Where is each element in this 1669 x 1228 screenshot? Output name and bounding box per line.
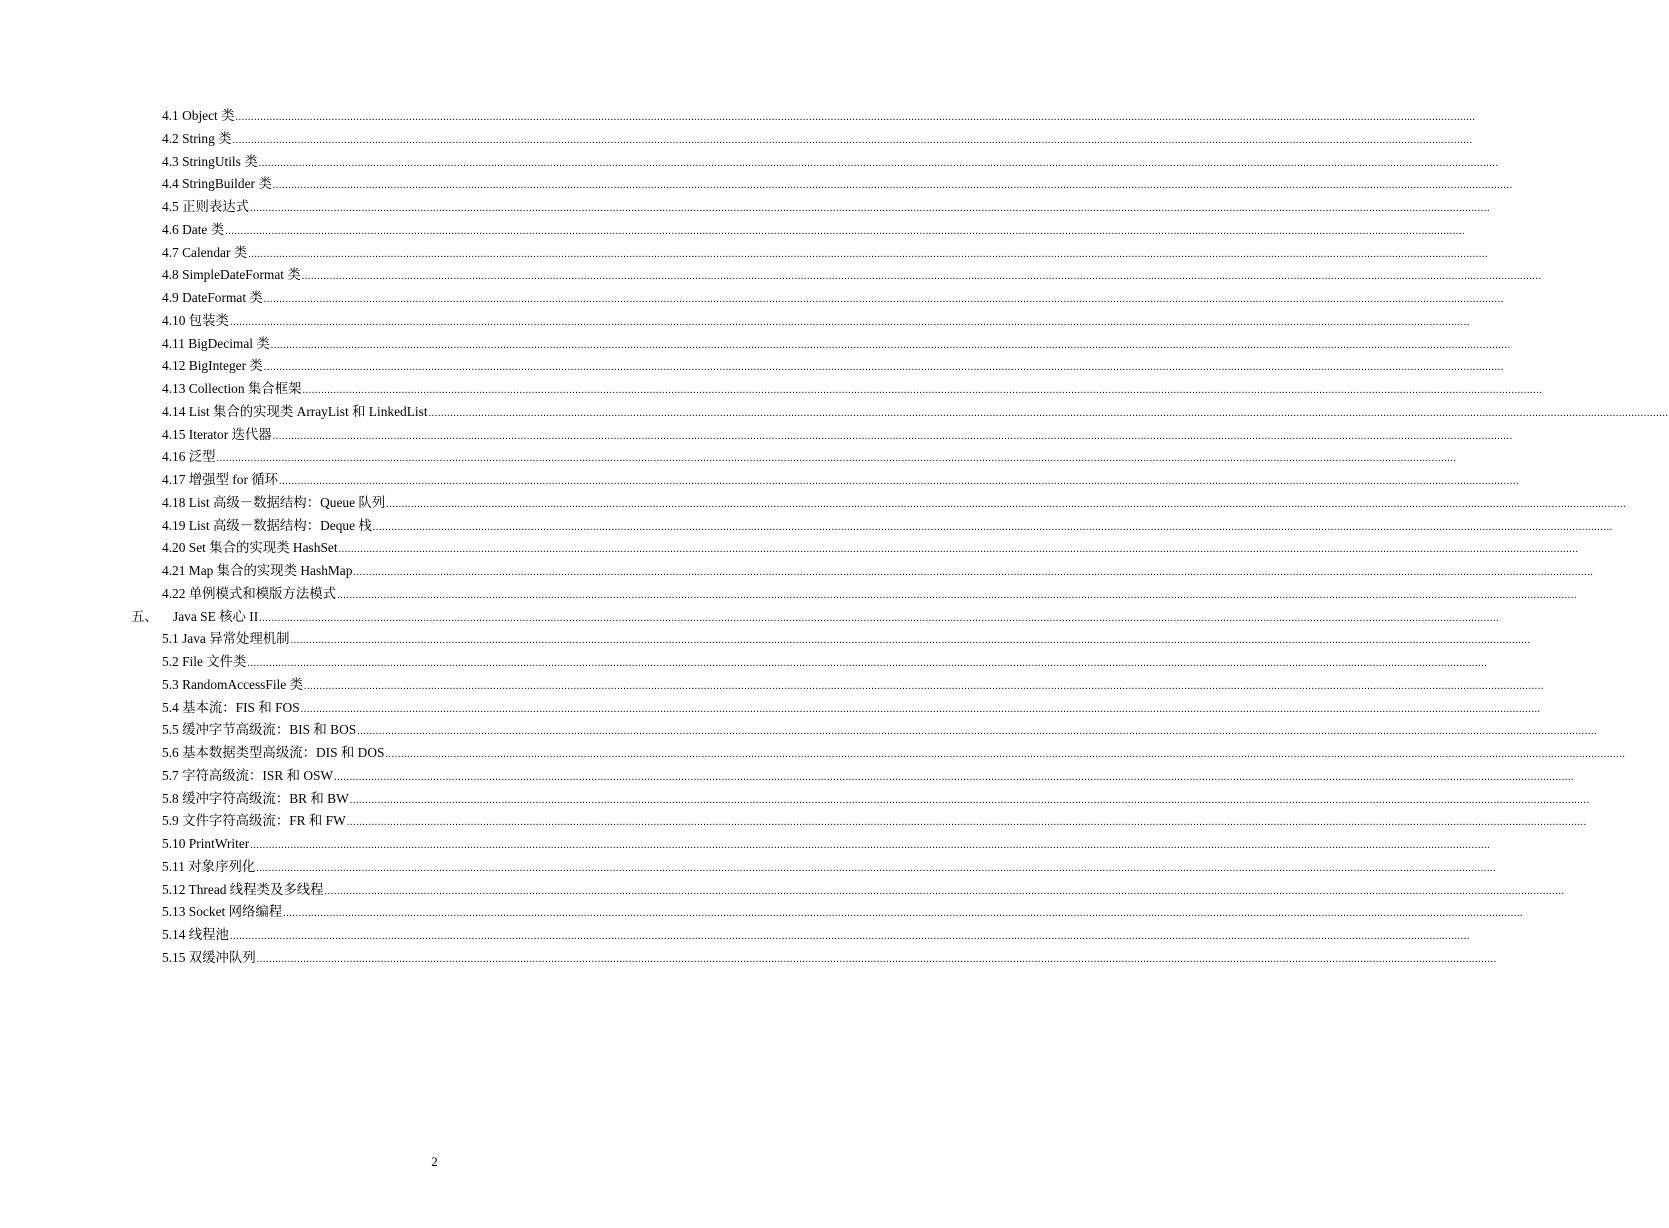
toc-section-entry[interactable] [162,243,1489,263]
toc-section-entry[interactable] [162,311,1470,331]
toc-entry-title: 5.8 缓冲字符高级流：BR 和 BW [162,790,349,806]
toc-dot-leader: ................................................................................................................................................................................................................................................................................................................................................................................................................ [263,362,1504,374]
toc-section-entry[interactable] [162,925,1470,945]
toc-chapter-entry[interactable] [131,607,1500,627]
toc-entry-title: 4.2 String 类 [162,130,232,146]
toc-section-entry[interactable] [162,743,1626,763]
toc-dot-leader: ................................................................................................................................................................................................................................................................................................................................................................................................................ [235,112,1476,123]
toc-section-entry[interactable] [162,174,1513,194]
toc-section-entry[interactable] [162,516,1613,536]
toc-dot-leader: ................................................................................................................................................................................................................................................................................................................................................................................................................ [338,544,1579,556]
toc-section-entry[interactable] [162,493,1627,513]
toc-dot-leader: ................................................................................................................................................................................................................................................................................................................................................................................................................ [256,862,1497,874]
toc-entry-title: 5.1 Java 异常处理机制 [162,631,290,647]
toc-section-entry[interactable] [162,675,1544,695]
toc-dot-leader: ................................................................................................................................................................................................................................................................................................................................................................................................................ [229,931,1470,942]
toc-entry-title: 5.5 缓冲字节高级流：BIS 和 BOS [162,722,357,738]
toc-dot-leader: ................................................................................................................................................................................................................................................................................................................................................................................................................ [250,203,1491,214]
toc-dot-leader: ................................................................................................................................................................................................................................................................................................................................................................................................................ [324,885,1565,897]
toc-entry-title: 5.14 线程池 [162,927,229,942]
toc-entry-title: 4.18 List 高级－数据结构：Queue 队列 [162,494,386,510]
toc-dot-leader: ................................................................................................................................................................................................................................................................................................................................................................................................................ [259,612,1500,624]
toc-section-entry[interactable] [162,902,1524,922]
toc-section-entry[interactable] [162,197,1491,217]
toc-entry-title: Java SE 核心 II [173,608,259,624]
toc-dot-leader: ................................................................................................................................................................................................................................................................................................................................................................................................................ [290,635,1531,647]
toc-section-entry[interactable] [162,538,1579,558]
toc-dot-leader: ................................................................................................................................................................................................................................................................................................................................................................................................................ [300,703,1541,715]
toc-entry-title: 4.12 BigInteger 类 [162,358,263,374]
toc-dot-leader: ................................................................................................................................................................................................................................................................................................................................................................................................................ [283,908,1524,920]
toc-entry-title: 5.4 基本流：FIS 和 FOS [162,699,300,715]
toc-section-entry[interactable] [162,834,1491,854]
toc-entry-title: 5.2 File 文件类 [162,654,247,669]
toc-entry-title: 4.11 BigDecimal 类 [162,335,270,351]
toc-dot-leader: ................................................................................................................................................................................................................................................................................................................................................................................................................ [270,339,1511,351]
toc-section-entry[interactable] [162,880,1565,900]
toc-entry-title: 5.13 Socket 网络编程 [162,904,283,920]
toc-section-entry[interactable] [162,811,1587,831]
toc-section-entry[interactable] [162,402,1669,422]
toc-entry-title: 5.9 文件字符高级流：FR 和 FW [162,813,346,829]
toc-chapter-number: 五、 [131,608,158,624]
toc-dot-leader: ................................................................................................................................................................................................................................................................................................................................................................................................................ [353,567,1594,578]
toc-dot-leader: ................................................................................................................................................................................................................................................................................................................................................................................................................ [248,248,1489,260]
toc-section-entry[interactable] [162,265,1542,285]
toc-section-entry[interactable] [162,652,1488,672]
toc-dot-leader: ................................................................................................................................................................................................................................................................................................................................................................................................................ [250,840,1491,851]
toc-section-entry[interactable] [162,152,1499,172]
toc-section-entry[interactable] [162,561,1594,581]
toc-entry-title: 4.20 Set 集合的实现类 HashSet [162,540,338,556]
toc-entry-title: 4.8 SimpleDateFormat 类 [162,267,301,283]
toc-section-entry[interactable] [162,356,1504,376]
toc-entry-title: 4.7 Calendar 类 [162,244,248,260]
toc-dot-leader: ................................................................................................................................................................................................................................................................................................................................................................................................................ [279,476,1520,487]
toc-entry-title: 4.15 Iterator 迭代器 [162,426,272,442]
toc-section-entry[interactable] [162,789,1590,809]
toc-dot-leader: ................................................................................................................................................................................................................................................................................................................................................................................................................ [263,294,1504,305]
toc-section-entry[interactable] [162,220,1466,240]
toc-dot-leader: ................................................................................................................................................................................................................................................................................................................................................................................................................ [216,453,1457,465]
toc-section-entry[interactable] [162,425,1513,445]
toc-section-entry[interactable] [162,470,1520,490]
toc-dot-leader: ................................................................................................................................................................................................................................................................................................................................................................................................................ [372,521,1613,533]
toc-section-entry[interactable] [162,379,1543,399]
toc-entry-title: 4.13 Collection 集合框架 [162,381,302,396]
toc-dot-leader: ................................................................................................................................................................................................................................................................................................................................................................................................................ [303,680,1544,692]
toc-dot-leader: ................................................................................................................................................................................................................................................................................................................................................................................................................ [258,157,1499,169]
toc-entry-title: 4.4 StringBuilder 类 [162,176,272,192]
toc-dot-leader: ................................................................................................................................................................................................................................................................................................................................................................................................................ [349,794,1590,806]
toc-section-entry[interactable] [162,106,1476,126]
toc-entry-title: 4.9 DateFormat 类 [162,290,263,305]
toc-entry-title: 5.11 对象序列化 [162,858,256,874]
toc-section-entry[interactable] [162,334,1511,354]
toc-dot-leader: ................................................................................................................................................................................................................................................................................................................................................................................................................ [334,771,1575,783]
toc-entry-title: 5.7 字符高级流：ISR 和 OSW [162,767,334,783]
toc-dot-leader: ................................................................................................................................................................................................................................................................................................................................................................................................................ [337,589,1578,601]
toc-section-entry[interactable] [162,698,1541,718]
toc-entry-title: 5.3 RandomAccessFile 类 [162,676,303,692]
toc-section-entry[interactable] [162,766,1575,786]
toc-entry-title: 5.12 Thread 线程类及多线程 [162,881,324,897]
toc-entry-title: 4.10 包装类 [162,312,229,328]
page-number: 2 [431,1154,438,1169]
toc-entry-title: 4.6 Date 类 [162,221,225,237]
toc-entry-title: 4.16 泛型 [162,449,216,465]
toc-entry-title: 5.10 PrintWriter [162,836,250,851]
toc-dot-leader: ................................................................................................................................................................................................................................................................................................................................................................................................................ [272,180,1513,192]
toc-dot-leader: ................................................................................................................................................................................................................................................................................................................................................................................................................ [229,316,1470,328]
toc-dot-leader: ................................................................................................................................................................................................................................................................................................................................................................................................................ [386,498,1627,510]
toc-section-entry[interactable] [162,447,1457,467]
toc-entry-title: 4.22 单例模式和模版方法模式 [162,585,337,601]
toc-dot-leader: ................................................................................................................................................................................................................................................................................................................................................................................................................ [385,749,1626,760]
toc-entry-title: 4.21 Map 集合的实现类 HashMap [162,563,353,578]
toc-section-entry[interactable] [162,948,1497,968]
toc-section-entry[interactable] [162,720,1598,740]
toc-dot-leader: ................................................................................................................................................................................................................................................................................................................................................................................................................ [428,407,1669,419]
toc-entry-title: 4.19 List 高级－数据结构：Deque 栈 [162,517,372,533]
toc-dot-leader: ................................................................................................................................................................................................................................................................................................................................................................................................................ [346,817,1587,829]
toc-entry-title: 4.17 增强型 for 循环 [162,472,279,487]
toc-entry-title: 4.14 List 集合的实现类 ArrayList 和 LinkedList [162,403,428,419]
toc-dot-leader: ................................................................................................................................................................................................................................................................................................................................................................................................................ [256,953,1497,965]
toc-section-entry[interactable] [162,629,1531,649]
toc-section-entry[interactable] [162,584,1578,604]
toc-dot-leader: ................................................................................................................................................................................................................................................................................................................................................................................................................ [302,385,1543,396]
toc-dot-leader: ................................................................................................................................................................................................................................................................................................................................................................................................................ [247,658,1488,669]
toc-section-entry[interactable] [162,288,1504,308]
toc-section-entry[interactable] [162,129,1473,149]
toc-dot-leader: ................................................................................................................................................................................................................................................................................................................................................................................................................ [357,726,1598,738]
toc-entry-title: 4.3 StringUtils 类 [162,153,258,169]
toc-dot-leader: ................................................................................................................................................................................................................................................................................................................................................................................................................ [301,271,1542,283]
toc-entry-title: 4.5 正则表达式 [162,199,250,214]
toc-entry-title: 5.6 基本数据类型高级流：DIS 和 DOS [162,745,385,760]
toc-entry-title: 5.15 双缓冲队列 [162,949,256,965]
toc-dot-leader: ................................................................................................................................................................................................................................................................................................................................................................................................................ [272,430,1513,442]
toc-section-entry[interactable] [162,857,1497,877]
toc-dot-leader: ................................................................................................................................................................................................................................................................................................................................................................................................................ [225,225,1466,237]
toc-entry-title: 4.1 Object 类 [162,108,235,123]
toc-dot-leader: ................................................................................................................................................................................................................................................................................................................................................................................................................ [232,134,1473,146]
